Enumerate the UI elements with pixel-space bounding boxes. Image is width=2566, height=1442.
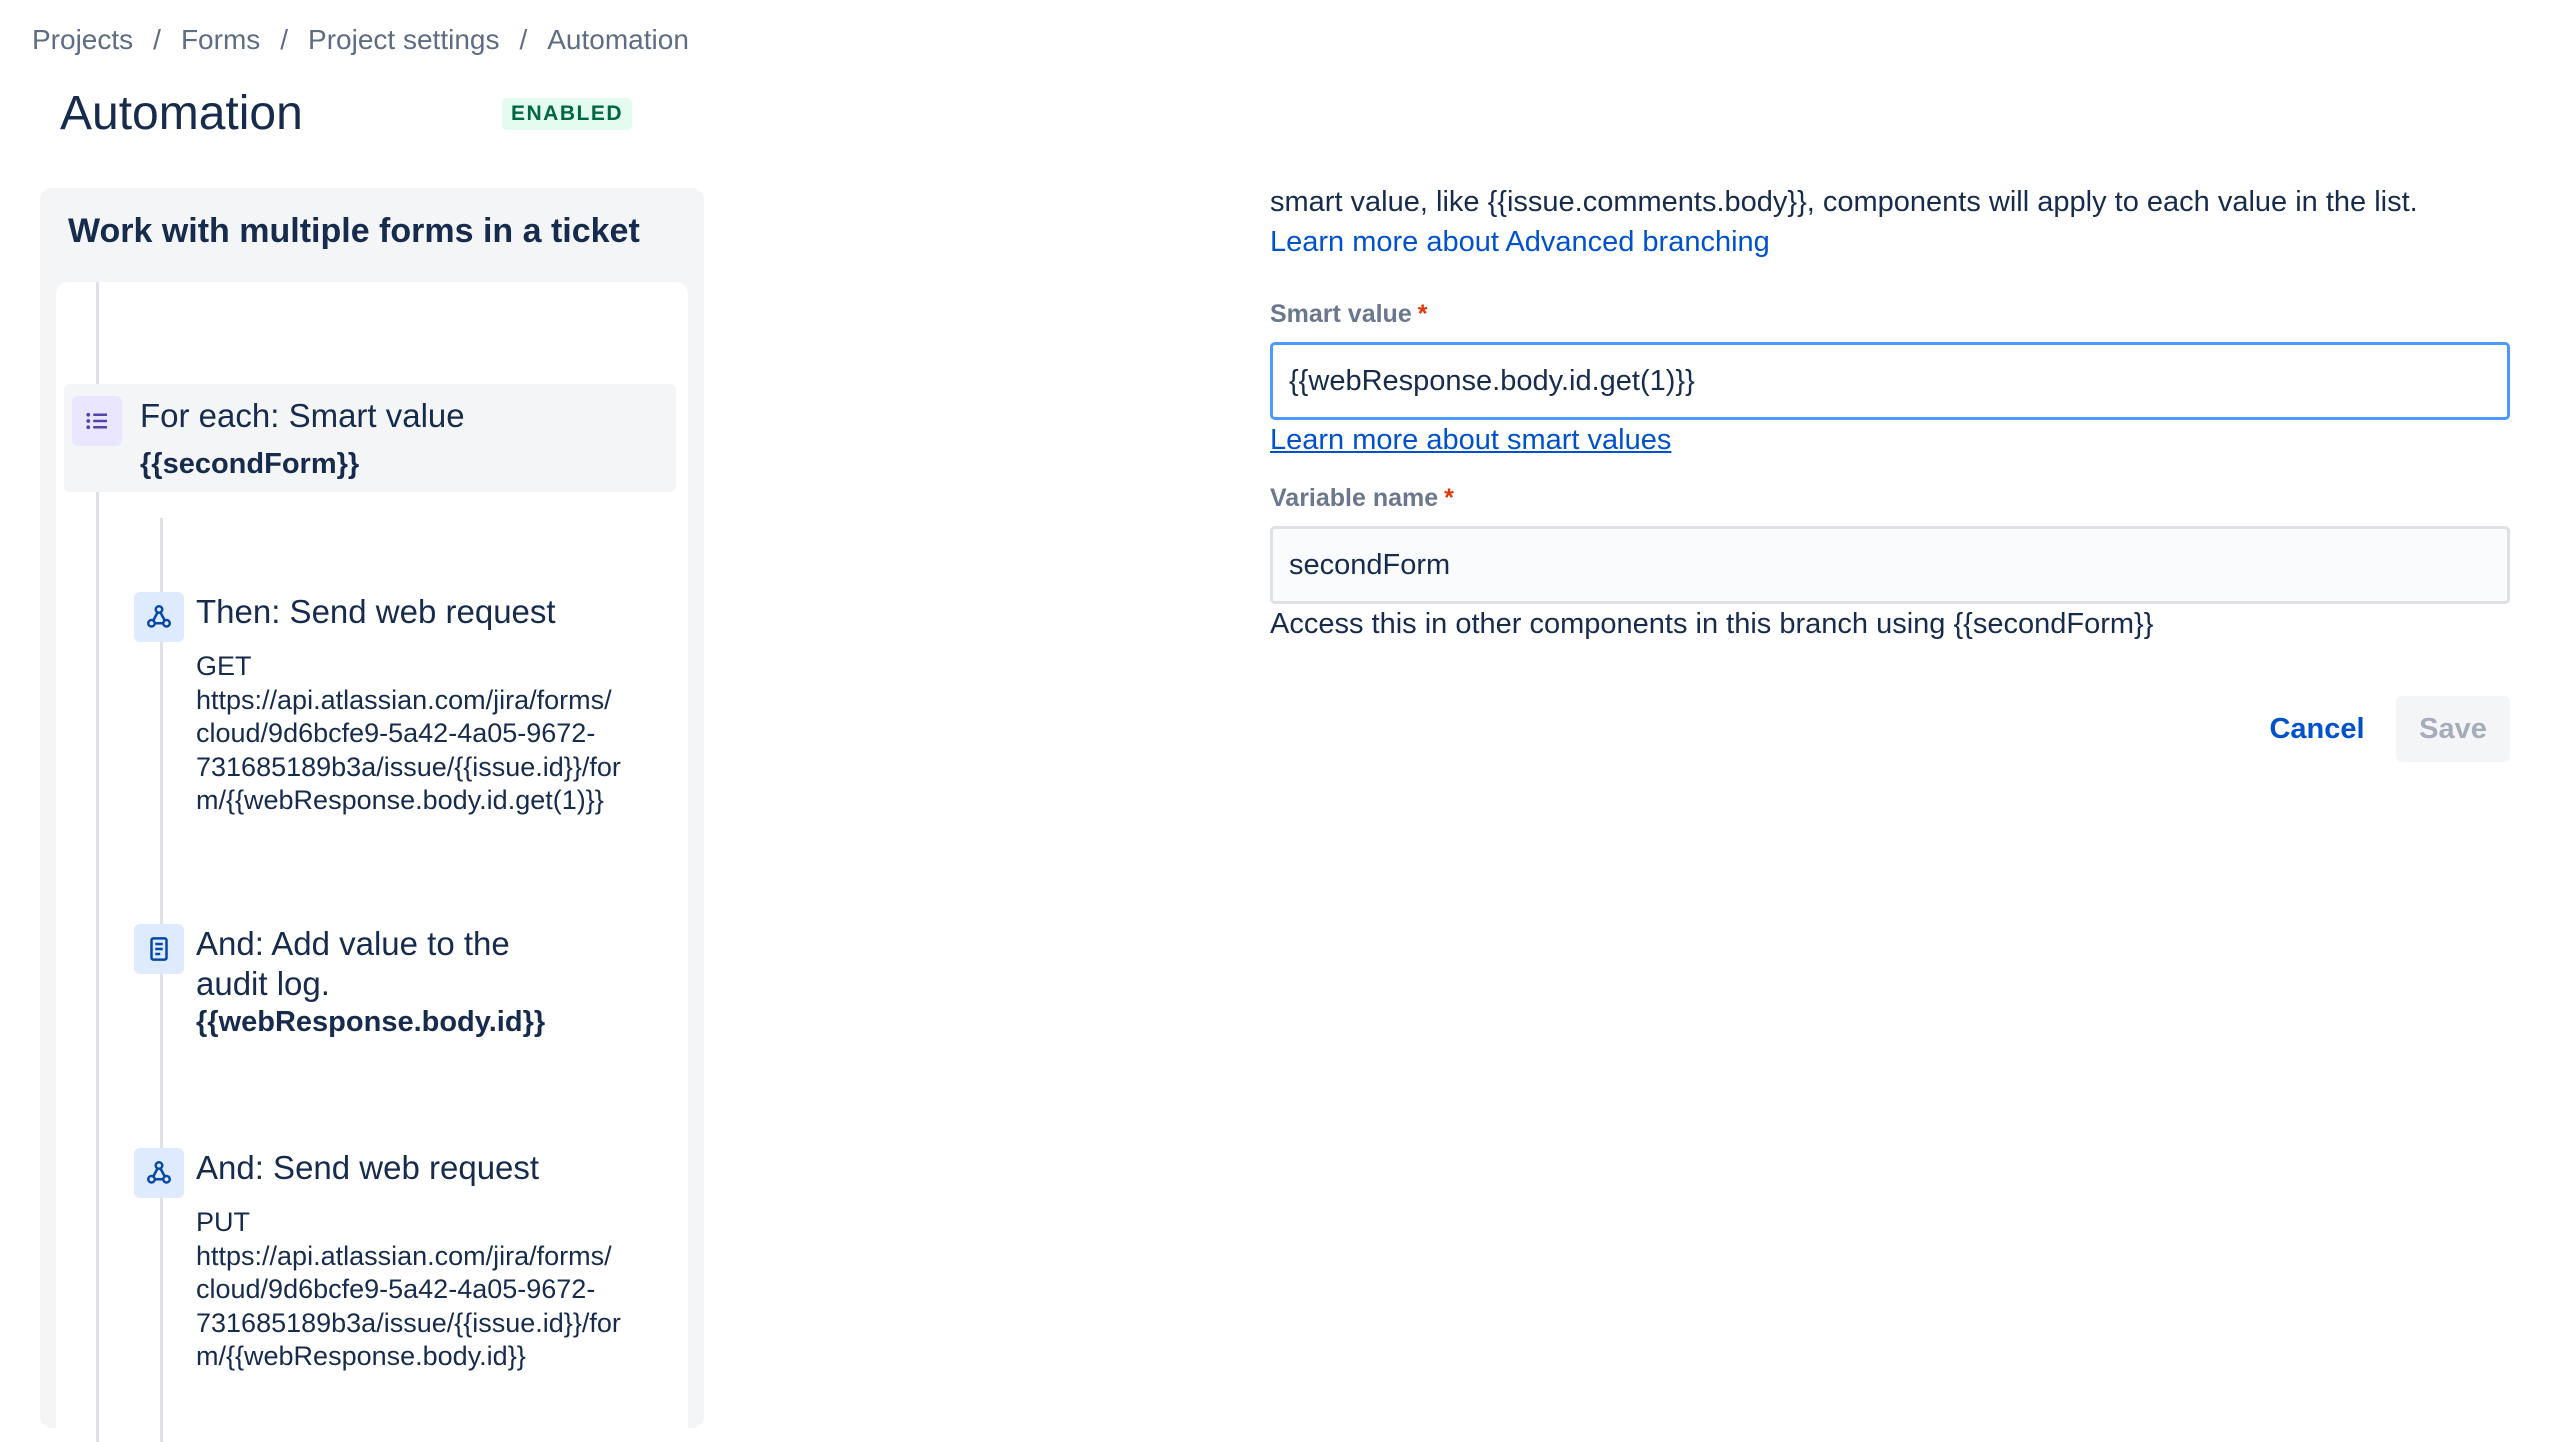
component-title: Then: Send web request bbox=[196, 593, 556, 630]
smart-values-help-link[interactable]: Learn more about smart values bbox=[1270, 424, 1672, 456]
rule-canvas bbox=[56, 282, 688, 1442]
smart-value-label bbox=[1270, 300, 1427, 329]
breadcrumb-project-settings[interactable]: Project settings bbox=[308, 24, 500, 55]
breadcrumb-projects[interactable]: Projects bbox=[32, 24, 134, 55]
breadcrumb bbox=[32, 24, 689, 56]
variable-name-label-text: Variable name bbox=[1270, 484, 1439, 512]
component-title: And: Send web request bbox=[196, 1149, 540, 1186]
webhook-icon bbox=[134, 592, 184, 642]
save-button[interactable]: Save bbox=[2396, 696, 2510, 762]
breadcrumb-automation: Automation bbox=[547, 24, 689, 55]
required-marker: * bbox=[1444, 484, 1454, 512]
advanced-branching-link[interactable]: Learn more about Advanced branching bbox=[1270, 226, 1770, 258]
branch-component[interactable] bbox=[64, 384, 676, 492]
variable-name-helper: Access this in other components in this branch using {{secondForm}} bbox=[1270, 608, 2154, 640]
status-badge: ENABLED bbox=[502, 98, 632, 130]
required-marker: * bbox=[1417, 300, 1428, 328]
branch-connector-line bbox=[160, 518, 163, 1442]
audit-log-icon bbox=[134, 924, 184, 974]
branch-smart-value: {{secondForm}} bbox=[140, 448, 360, 480]
branch-description bbox=[1270, 182, 2430, 262]
variable-name-label bbox=[1270, 484, 1454, 513]
audit-log-value: {{webResponse.body.id}} bbox=[196, 1006, 546, 1038]
branch-title: For each: Smart value bbox=[140, 397, 465, 434]
rule-panel bbox=[40, 188, 704, 1428]
breadcrumb-separator: / bbox=[153, 24, 161, 55]
breadcrumb-separator: / bbox=[280, 24, 289, 55]
page-title: Automation bbox=[60, 87, 303, 140]
smart-value-input[interactable] bbox=[1270, 342, 2510, 420]
rule-title: Work with multiple forms in a ticket bbox=[68, 212, 640, 250]
web-request-details: PUT https://api.atlassian.com/jira/forms/ cloud/9d6bcfe9-5a42-4a05-9672- 731685189b3a/issue/{{issue.id}}/for m/{{webResponse.body.id}} bbox=[196, 1207, 621, 1371]
variable-name-input[interactable] bbox=[1270, 526, 2510, 604]
breadcrumb-forms[interactable]: Forms bbox=[180, 24, 261, 55]
breadcrumb-separator: / bbox=[519, 24, 528, 55]
smart-value-label-text: Smart value bbox=[1270, 300, 1412, 328]
webhook-icon bbox=[134, 1148, 184, 1198]
component-title: And: Add value to the audit log. bbox=[196, 925, 510, 1002]
web-request-details: GET https://api.atlassian.com/jira/forms/ cloud/9d6bcfe9-5a42-4a05-9672- 731685189b3a/issue/{{issue.id}}/for m/{{webResponse.body.id.get(1)}} bbox=[196, 651, 621, 815]
branch-list-icon bbox=[72, 396, 122, 446]
description-text: smart value, like {{issue.comments.body}}, components will apply to each value in the list. bbox=[1270, 186, 2418, 218]
cancel-button[interactable]: Cancel bbox=[2252, 696, 2382, 762]
